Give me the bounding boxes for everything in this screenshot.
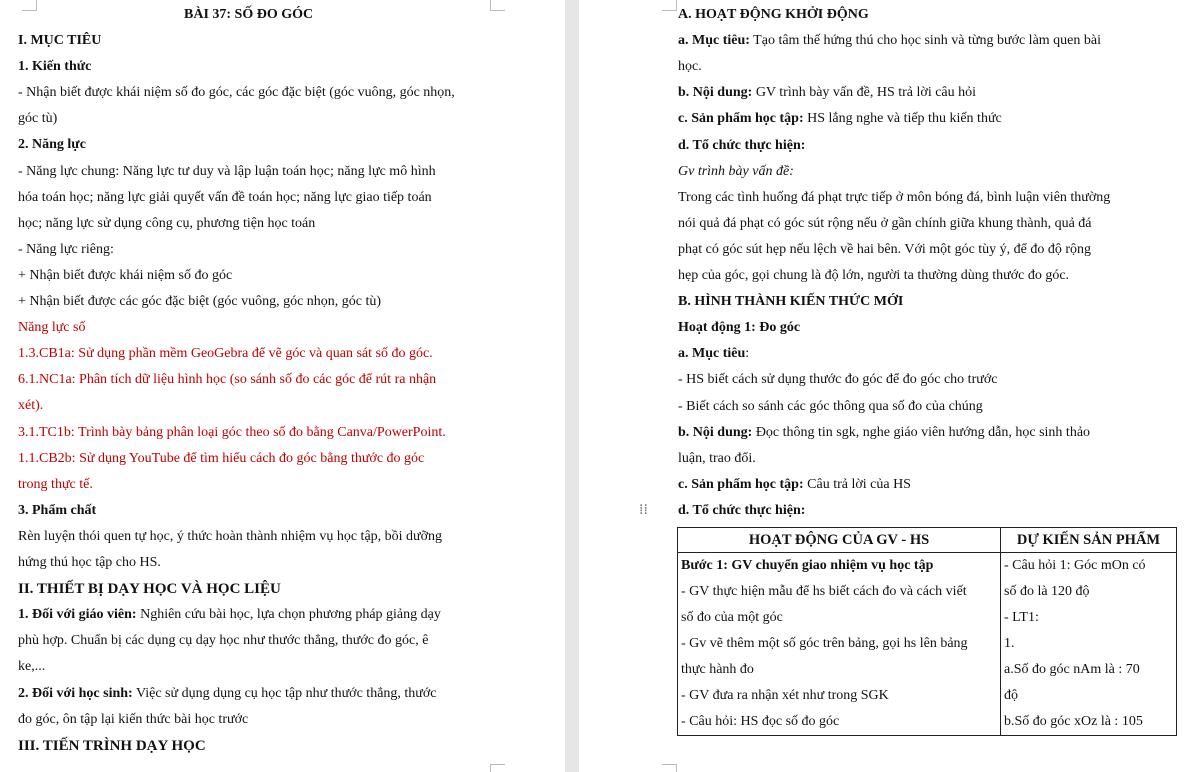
text-line: 2. Năng lực xyxy=(18,137,86,153)
text-line xyxy=(678,110,1002,128)
text-line: 1.3.CB1a: Sử dụng phần mềm GeoGebra để vẽ góc và quan sát số đo góc. xyxy=(18,346,433,362)
table-move-handle-icon[interactable]: ⁞⁞ xyxy=(639,502,648,518)
text-line xyxy=(678,32,1101,50)
inline-text: : xyxy=(745,346,750,362)
table-line: - Câu hỏi: HS đọc số đo góc xyxy=(681,714,840,729)
text-line: hẹp của góc, gọi chung là độ lớn, người ta thường dùng thước đo góc. xyxy=(678,268,1070,283)
inline-label: b. Nội dung: xyxy=(678,85,753,101)
activity-table xyxy=(677,527,1177,736)
lesson-title: BÀI 37: SỐ ĐO GÓC xyxy=(184,7,314,22)
text-line: góc tù) xyxy=(18,111,58,127)
text-line: - Biết cách so sánh các góc thông qua số đo của chúng xyxy=(678,398,983,414)
text-line: Hoạt động 1: Đo góc xyxy=(678,320,801,336)
text-line: - Năng lực riêng: xyxy=(18,241,114,257)
text-line: d. Tổ chức thực hiện: xyxy=(678,502,806,518)
inline-text: GV trình bày vấn đề, HS trả lời câu hỏi xyxy=(752,85,977,101)
text-line: Rèn luyện thói quen tự học, ý thức hoàn thành nhiệm vụ học tập, bồi dưỡng xyxy=(18,528,443,544)
table-line: Bước 1: GV chuyển giao nhiệm vụ học tập xyxy=(681,558,934,573)
text-line: B. HÌNH THÀNH KIẾN THỨC MỚI xyxy=(678,294,904,310)
table-line: - LT1: xyxy=(1004,610,1039,625)
inline-label: 1. Đối với giáo viên: xyxy=(18,607,137,623)
inline-text: HS lắng nghe và tiếp thu kiến thức xyxy=(803,111,1002,127)
text-line: học. xyxy=(678,59,702,75)
text-line: luận, trao đổi. xyxy=(678,450,756,466)
text-line: 1.1.CB2b: Sử dụng YouTube để tìm hiểu cách đo góc bằng thước đo góc xyxy=(18,450,425,466)
text-line: I. MỤC TIÊU xyxy=(18,33,102,48)
text-line xyxy=(678,424,1090,442)
text-line: A. HOẠT ĐỘNG KHỞI ĐỘNG xyxy=(678,7,869,22)
text-line: 3. Phẩm chất xyxy=(18,502,97,518)
inline-text: Câu trả lời của HS xyxy=(803,476,911,492)
inline-text: Việc sử dụng dụng cụ học tập như thước thẳng, thước xyxy=(132,685,437,701)
text-line: phù hợp. Chuẩn bị các dụng cụ dạy học như thước thẳng, thước đo góc, ê xyxy=(18,633,429,649)
inline-label: c. Sản phẩm học tập: xyxy=(678,476,804,492)
text-line: đo góc, ôn tập lại kiến thức bài học trước xyxy=(18,711,249,727)
table-line: b.Số đo góc xOz là : 105 xyxy=(1004,714,1143,729)
table-line: - GV thực hiện mẫu để hs biết cách đo và cách viết xyxy=(681,584,967,599)
document-page-left xyxy=(0,0,565,772)
table-header-products: DỰ KIẾN SẢN PHẨM xyxy=(1001,528,1177,553)
text-line: nói quả đá phạt có góc sút rộng nếu ở gần chính giữa khung thành, quả đá xyxy=(678,215,1092,231)
page-corner-mark xyxy=(22,0,37,11)
text-line: d. Tổ chức thực hiện: xyxy=(678,137,806,153)
text-line: 1. Kiến thức xyxy=(18,59,92,75)
text-line: Trong các tình huống đá phạt trực tiếp ở môn bóng đá, bình luận viên thường xyxy=(678,189,1111,205)
table-line: a.Số đo góc nAm là : 70 xyxy=(1004,662,1140,677)
inline-text: Nghiên cứu bài học, lựa chọn phương pháp giảng dạy xyxy=(136,607,441,623)
text-line: - Nhận biết được khái niệm số đo góc, các góc đặc biệt (góc vuông, góc nhọn, xyxy=(18,85,455,101)
text-line: Năng lực số xyxy=(18,320,86,336)
table-cell-activities[interactable] xyxy=(678,553,1001,736)
text-line xyxy=(18,606,441,624)
inline-text: Đọc thông tin sgk, nghe giáo viên hướng dẫn, học sinh thảo xyxy=(752,424,1091,440)
text-line: hứng thú học tập cho HS. xyxy=(18,555,161,570)
table-line: - Gv vẽ thêm một số góc trên bảng, gọi hs lên bảng xyxy=(681,636,968,651)
page-corner-mark xyxy=(490,0,505,11)
table-line: 1. xyxy=(1004,636,1015,651)
table-line: - GV đưa ra nhận xét như trong SGK xyxy=(681,688,889,703)
text-line: III. TIẾN TRÌNH DẠY HỌC xyxy=(18,737,206,754)
text-line: trong thực tế. xyxy=(18,476,93,492)
inline-label: b. Nội dung: xyxy=(678,424,753,440)
table-header-gv-hs: HOẠT ĐỘNG CỦA GV - HS xyxy=(678,528,1001,553)
text-line: + Nhận biết được các góc đặc biệt (góc vuông, góc nhọn, góc tù) xyxy=(18,294,382,309)
table-line: độ xyxy=(1004,688,1018,703)
inline-label: c. Sản phẩm học tập: xyxy=(678,111,804,127)
inline-label: 2. Đối với học sinh: xyxy=(18,685,133,701)
page-corner-mark xyxy=(662,764,677,772)
text-line: + Nhận biết được khái niệm số đo góc xyxy=(18,267,233,283)
table-line: - Câu hỏi 1: Góc mOn có xyxy=(1004,558,1146,573)
text-line xyxy=(678,345,749,363)
table-line: số đo là 120 độ xyxy=(1004,584,1090,599)
text-line: học; năng lực sử dụng công cụ, phương tiện học toán xyxy=(18,215,316,231)
text-line: - Năng lực chung: Năng lực tư duy và lập luận toán học; năng lực mô hình xyxy=(18,163,436,179)
text-line: Gv trình bày vấn đề: xyxy=(678,163,794,179)
inline-text: Tạo tâm thế hứng thú cho học sinh và từng bước làm quen bài xyxy=(749,33,1101,49)
text-line: 6.1.NC1a: Phân tích dữ liệu hình học (so sánh số đo các góc để rút ra nhận xyxy=(18,372,437,388)
text-line xyxy=(678,84,976,102)
text-line: 3.1.TC1b: Trình bày bảng phân loại góc theo số đo bằng Canva/PowerPoint. xyxy=(18,424,446,440)
page-corner-mark xyxy=(662,0,677,11)
text-line: II. THIẾT BỊ DẠY HỌC VÀ HỌC LIỆU xyxy=(18,581,281,598)
text-line: phạt có góc sút hẹp nếu lệch về hai bên. Với một góc tùy ý, để đo độ rộng xyxy=(678,241,1092,257)
inline-label: a. Mục tiêu xyxy=(678,346,746,362)
table-cell-products[interactable] xyxy=(1001,553,1177,736)
text-line xyxy=(678,476,911,494)
text-line: ke,... xyxy=(18,659,46,675)
text-line: - HS biết cách sử dụng thước đo góc để đo góc cho trước xyxy=(678,372,998,388)
table-line: số đo của một góc xyxy=(681,610,783,625)
table-line: thực hành đo xyxy=(681,662,754,677)
page-corner-mark xyxy=(490,764,505,772)
text-line: xét). xyxy=(18,398,44,414)
inline-label: a. Mục tiêu: xyxy=(678,33,750,49)
text-line: hóa toán học; năng lực giải quyết vấn đề toán học; năng lực giao tiếp toán xyxy=(18,189,432,205)
text-line xyxy=(18,685,437,703)
